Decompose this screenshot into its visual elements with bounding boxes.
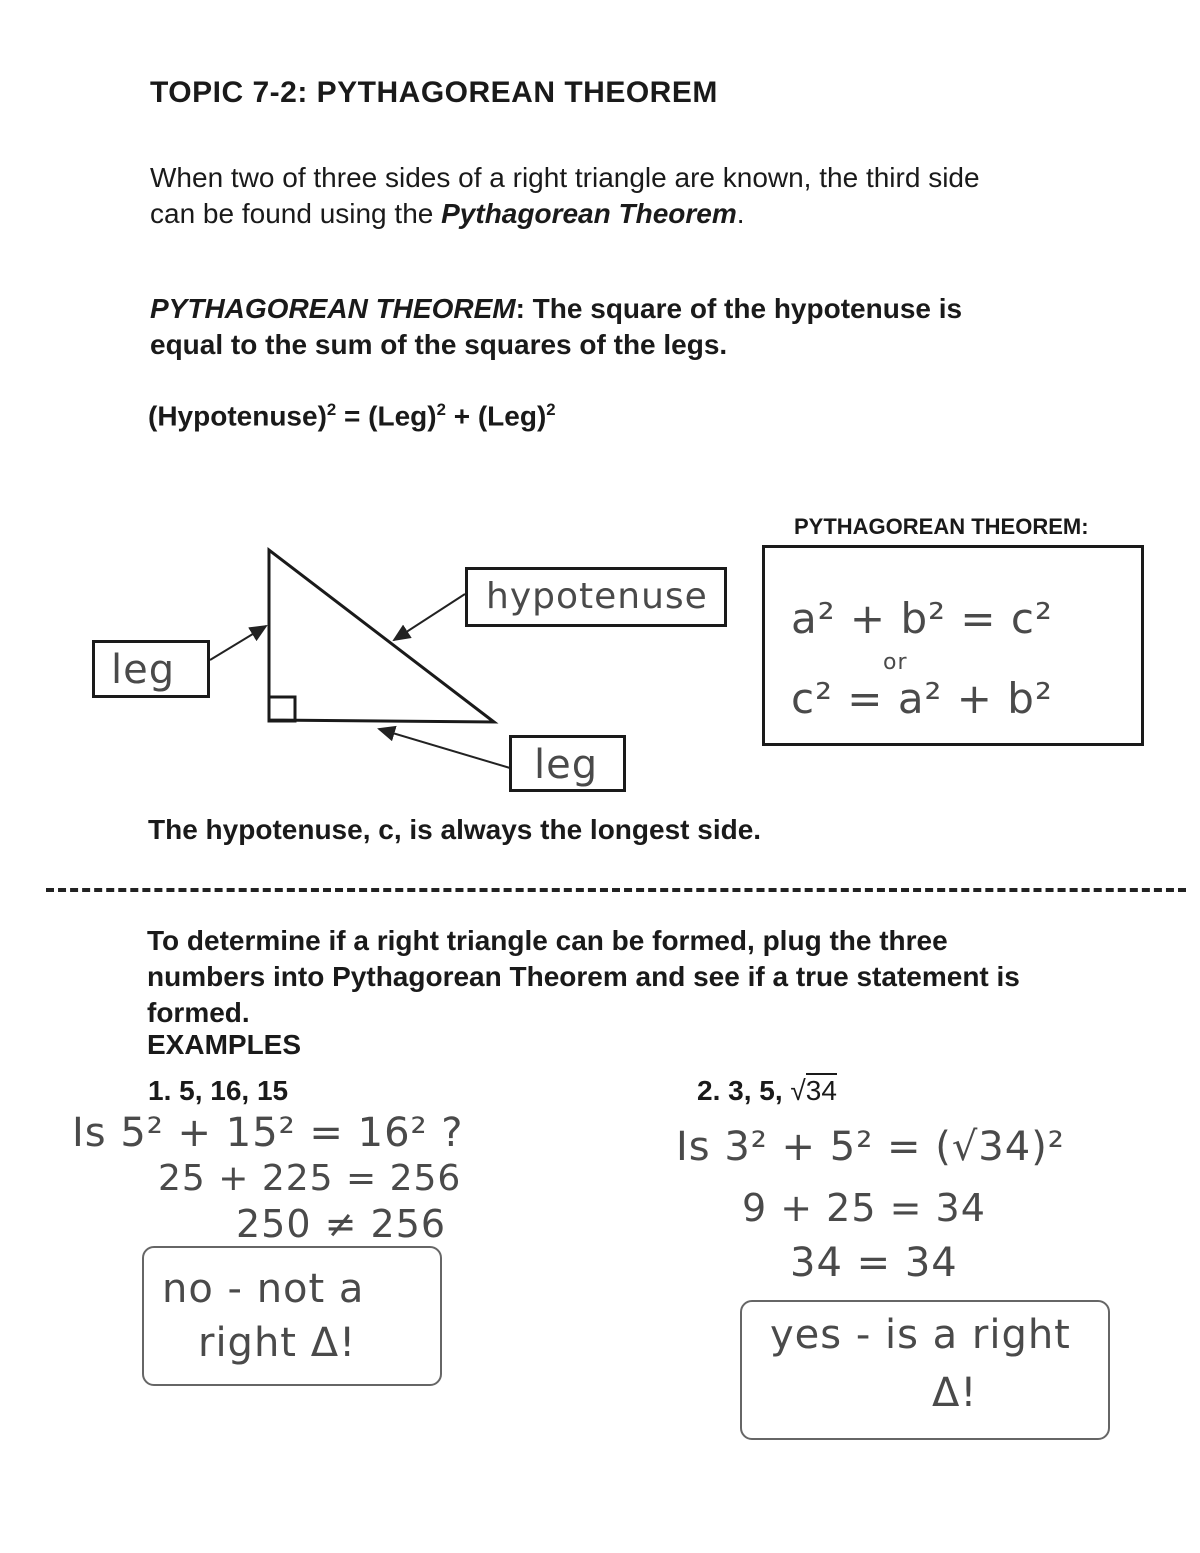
instructions-line-1: To determine if a right triangle can be formed, plug the three [147, 925, 948, 956]
instructions-line-2: numbers into Pythagorean Theorem and see if a true statement is [147, 961, 1020, 992]
example-2-work-2: 9 + 25 = 34 [742, 1186, 986, 1230]
formula-line-2: c² = a² + b² [791, 674, 1053, 723]
example-1-answer-1: no - not a [162, 1266, 365, 1312]
radicand: 34 [805, 1075, 837, 1106]
page-title: TOPIC 7-2: PYTHAGOREAN THEOREM [150, 76, 718, 109]
example-1-work-1: Is 5² + 15² = 16² ? [72, 1110, 464, 1156]
theorem-box-title: PYTHAGOREAN THEOREM: [794, 514, 1089, 539]
example-2-answer-2: Δ! [932, 1370, 978, 1416]
theorem-box [762, 545, 1144, 746]
arrow-left-leg [210, 626, 266, 660]
example-2-work-3: 34 = 34 [790, 1240, 958, 1286]
example-2-label: 2. 3, 5, √34 [697, 1075, 837, 1106]
definition-line-2: equal to the sum of the squares of the legs. [150, 329, 728, 360]
intro-line-2: can be found using the Pythagorean Theorem. [150, 198, 745, 229]
leg-left-label: leg [111, 647, 176, 693]
example-1-answer-2: right Δ! [198, 1320, 357, 1366]
word-formula: (Hypotenuse)$^2$ = (Leg)$^2$ + (Leg)$^2$ [148, 400, 556, 432]
example-1-work-3: 250 ≠ 256 [236, 1202, 447, 1246]
leg-bottom-label: leg [534, 742, 599, 788]
example-2-answer-1: yes - is a right [770, 1312, 1071, 1358]
example-2-work-1: Is 3² + 5² = (√34)² [676, 1124, 1065, 1170]
definition-label: PYTHAGOREAN THEOREM [150, 293, 516, 324]
dashed-divider [46, 888, 1186, 892]
instructions-line-3: formed. [147, 997, 250, 1028]
instructions [147, 923, 1147, 1031]
longest-side-note: The hypotenuse, c, is always the longest side. [148, 814, 762, 845]
theorem-emphasis: Pythagorean Theorem [441, 198, 737, 229]
definition-line-1: PYTHAGOREAN THEOREM: The square of the hypotenuse is [150, 293, 963, 324]
example-1-label: 1. 5, 16, 15 [148, 1075, 289, 1106]
right-triangle [269, 550, 494, 722]
intro-line-1: When two of three sides of a right triangle are known, the third side [150, 162, 980, 193]
arrow-bottom-leg [379, 729, 510, 768]
leg-left-label-box [92, 640, 210, 698]
hypotenuse-label: hypotenuse [486, 576, 708, 617]
examples-heading: EXAMPLES [147, 1029, 302, 1060]
example-1-answer-box [142, 1246, 442, 1386]
arrow-hypotenuse [394, 594, 465, 640]
hypotenuse-label-box [465, 567, 727, 627]
formula-line-1: a² + b² = c² [791, 594, 1053, 643]
example-2-answer-box [740, 1300, 1110, 1440]
square-root-sign: √ [790, 1075, 806, 1106]
leg-bottom-label-box [509, 735, 626, 792]
formula-or: or [883, 650, 908, 675]
example-1-work-2: 25 + 225 = 256 [158, 1158, 462, 1199]
right-angle-marker [269, 697, 295, 721]
